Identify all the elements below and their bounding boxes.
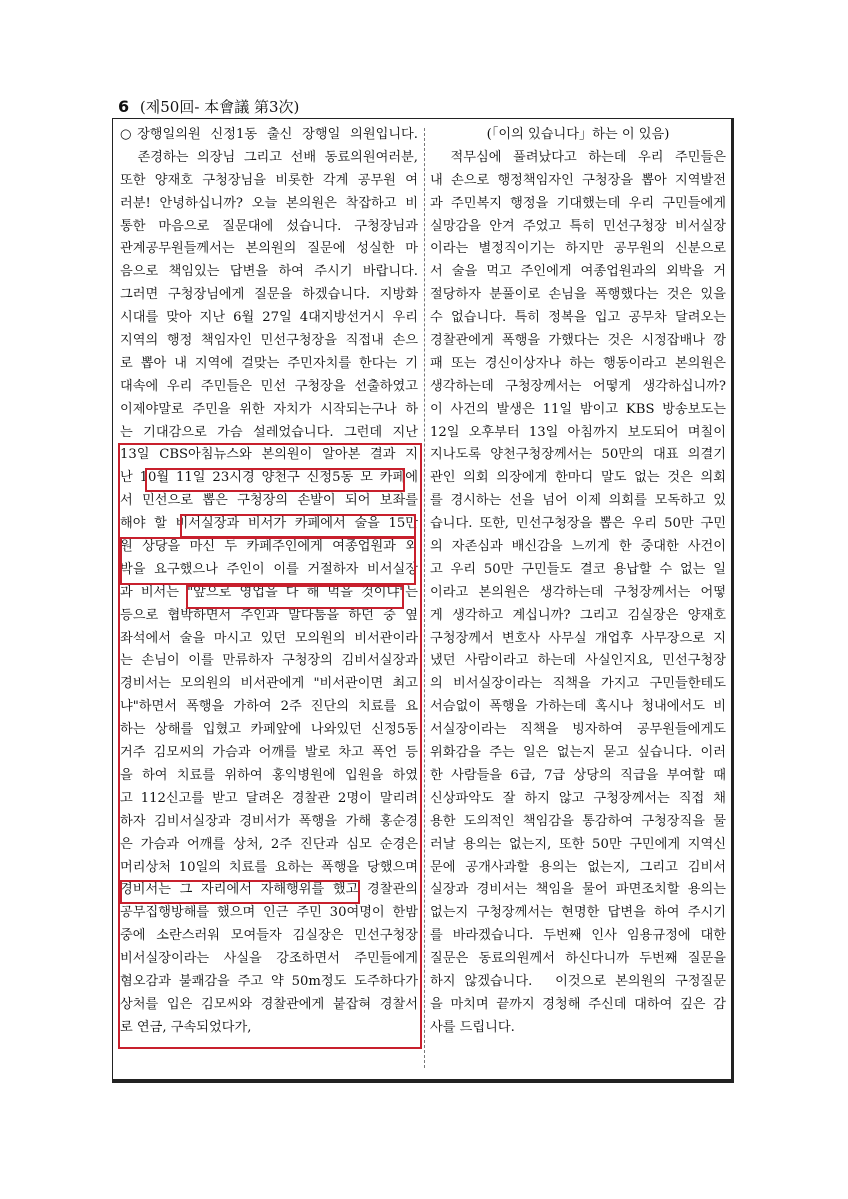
- text-line: 등으로 협박하면서 주인과 말다툼을 하던 중 옆: [120, 607, 418, 623]
- page-header: [118, 96, 299, 117]
- text-line: 의 비서실장이라는 직책을 가지고 구민들한테도: [430, 676, 726, 692]
- text-line: 원 상당을 마신 두 카페주인에게 여종업원과 외: [120, 539, 418, 555]
- text-line: 상처를 입은 김모씨와 경찰관에게 붙잡혀 경찰서: [120, 996, 418, 1012]
- text-line: 로 뽑아 내 지역에 걸맞는 주민자치를 한다는 기: [120, 355, 418, 371]
- text-line: 구청장께서 변호사 사무실 개업후 사무장으로 지: [430, 630, 726, 646]
- text-line: 는 손님이 이를 만류하자 구청장의 김비서실장과: [120, 653, 418, 669]
- text-line: 을 하여 치료를 위하여 홍익병원에 입원을 하였: [120, 767, 418, 783]
- text-line: 문에 공개사과할 용의는 없는지, 그리고 김비서: [430, 859, 726, 875]
- text-line: 시대를 맞아 지난 6월 27일 4대지방선거시 우리: [120, 310, 418, 326]
- text-line: 이라는 별정직이기는 하지만 공무원의 신분으로: [430, 241, 726, 257]
- text-line: 서 민선으로 뽑은 구청장의 손발이 되어 보좌를: [120, 493, 418, 509]
- text-line: 하지 않겠습니다. 이것으로 본의원의 구정질문: [430, 973, 726, 989]
- text-line: 13일 CBS아침뉴스와 본의원이 알아본 결과 지: [120, 447, 418, 463]
- text-line: 의 자존심과 배신감을 느끼게 한 중대한 사건이: [430, 539, 726, 555]
- text-line: 한 사람들을 6급, 7급 상당의 직급을 부여할 때: [430, 767, 726, 783]
- stage-direction: (「이의 있습니다」하는 이 있음): [486, 127, 670, 142]
- text-line: 서 술을 먹고 주인에게 여종업원과의 외박을 거: [430, 264, 726, 280]
- text-line: 냐"하면서 폭행을 가하여 2주 진단의 치료를 요: [120, 699, 418, 715]
- text-line: 러분! 안녕하십니까? 오늘 본의원은 착잡하고 비: [120, 195, 418, 211]
- text-line: 신상파악도 잘 하지 않고 구청장께서는 직접 채: [430, 790, 726, 806]
- text-line: 지나도록 양천구청장께서는 50만의 대표 의결기: [430, 447, 726, 463]
- page-number: 6: [118, 97, 130, 116]
- text-line: 위화감을 주는 일은 없는지 묻고 싶습니다. 이러: [430, 745, 726, 761]
- text-line: 러날 용의는 없는지, 또한 50만 구민에게 지역신: [430, 836, 726, 852]
- text-line: 내 손으로 행정책임자인 구청장을 뽑아 지역발전: [430, 172, 726, 188]
- text-line: 이제야말로 주민을 위한 자치가 시작되는구나 하: [120, 401, 418, 417]
- left-column: [120, 124, 418, 1040]
- text-line: 게 생각하고 계십니까? 그리고 김실장은 양재호: [430, 607, 726, 623]
- text-line: 머리상처 10일의 치료를 요하는 폭행을 당했으며: [120, 859, 418, 875]
- text-line: 관계공무원들께서는 본의원의 질문에 성실한 마: [120, 241, 418, 257]
- text-line: 경비서는 모의원의 비서관에게 "비서관이면 최고: [120, 676, 418, 692]
- text-line: 없는지 구청장께서는 현명한 답변을 하여 주시기: [430, 905, 726, 921]
- text-line: 경비서는 그 자리에서 자해행위를 했고 경찰관의: [120, 882, 418, 898]
- text-line: 고 112신고를 받고 달려온 경찰관 2명이 말리려: [120, 790, 418, 806]
- text-line: 사를 드립니다.: [430, 1019, 515, 1035]
- text-line: 고 우리 50만 구민들도 결코 용납할 수 없는 일: [430, 561, 726, 577]
- text-line: 질문은 동료의원께서 하신다니까 두번째 질문을: [430, 951, 726, 967]
- text-line: 박을 요구했으나 주인이 이를 거절하자 비서실장: [120, 561, 418, 577]
- text-line: 혐오감과 불쾌감을 주고 약 50m정도 도주하다가: [120, 973, 418, 989]
- text-line: 음으로 책임있는 답변을 하여 주시기 바랍니다.: [120, 264, 418, 280]
- text-line: 서슴없이 폭행을 가하는데 혹시나 청내에서도 비: [430, 699, 726, 715]
- text-line: 을 마치며 끝까지 경청해 주신데 대하여 깊은 감: [430, 996, 726, 1012]
- text-line: 서실장이라는 직책을 빙자하여 공무원들에게도: [430, 722, 726, 738]
- text-line: 습니다. 또한, 민선구청장을 뽑은 우리 50만 구민: [430, 516, 726, 532]
- text-line: 생각하는데 구청장께서는 어떻게 생각하십니까?: [430, 378, 726, 394]
- text-line: 이 사건의 발생은 11일 밤이고 KBS 방송보도는: [430, 401, 726, 417]
- text-line: 를 바라겠습니다. 두번째 인사 임용규정에 대한: [430, 928, 726, 944]
- text-line: 난 10월 11일 23시경 양천구 신정5동 모 카페에: [120, 470, 418, 486]
- text-line: 공무집행방해를 했으며 인근 주민 30여명이 한밤: [120, 905, 418, 921]
- text-line: 냈던 사람이라고 하는데 사실인지요, 민선구청장: [430, 653, 726, 669]
- text-line: 실망감을 안겨 주었고 특히 민선구청장 비서실장: [430, 218, 726, 234]
- text-line: 은 가슴과 어깨를 상처, 2주 진단과 심모 순경은: [120, 836, 418, 852]
- column-divider: [424, 128, 425, 1068]
- text-line: 통한 마음으로 질문대에 섰습니다. 구청장님과: [120, 218, 418, 234]
- text-line: 해야 할 비서실장과 비서가 카페에서 술을 15만: [120, 516, 418, 532]
- text-line: 거주 김모씨의 가슴과 어깨를 발로 차고 폭언 등: [120, 745, 418, 761]
- text-line: 경찰관에게 폭행을 가했다는 것은 시정잡배나 깡: [430, 333, 726, 349]
- text-line: 관인 의회 의장에게 한마디 말도 없는 것은 의회: [430, 470, 726, 486]
- text-line: ○장행일의원 신정1동 출신 장행일 의원입니다.: [120, 127, 418, 142]
- text-line: 를 경시하는 선을 넘어 이제 의회를 모독하고 있: [430, 493, 726, 509]
- right-column: [430, 124, 726, 1040]
- text-line: 좌석에서 술을 마시고 있던 모의원의 비서관이라: [120, 630, 418, 646]
- text-line: 이라고 본의원은 생각하는데 구청장께서는 어떻: [430, 584, 726, 600]
- text-line: 하는 상해를 입혔고 카페앞에 나와있던 신정5동: [120, 722, 418, 738]
- text-line: 용한 도의적인 책임감을 통감하여 구청장직을 물: [430, 813, 726, 829]
- text-line: 패 또는 경신이상자나 하는 행동이라고 본의원은: [430, 355, 726, 371]
- text-line: 그러면 구청장님에게 질문을 하겠습니다. 지방화: [120, 287, 418, 303]
- text-line: 과 주민복지 행정을 기대했는데 우리 구민들에게: [430, 195, 726, 211]
- text-line: 비서실장이라는 사실을 강조하면서 주민들에게: [120, 951, 418, 967]
- text-line: 적무심에 풀려났다고 하는데 우리 주민들은: [430, 149, 726, 165]
- text-line: 중에 소란스러워 모여들자 김실장은 민선구청장: [120, 928, 418, 944]
- text-line: 절당하자 분풀이로 손님을 폭행했다는 것은 있을: [430, 287, 726, 303]
- text-line: 지역의 행정 책임자인 민선구청장을 직접내 손으: [120, 333, 418, 349]
- session-label: (제50回- 本會議 第3次): [139, 98, 300, 116]
- text-line: 존경하는 의장님 그리고 선배 동료의원여러분,: [120, 149, 418, 165]
- text-line: 는 기대감으로 가슴 설레었습니다. 그런데 지난: [120, 424, 418, 440]
- text-line: 실장과 경비서는 책임을 물어 파면조치할 용의는: [430, 882, 726, 898]
- text-line: 12일 오후부터 13일 아침까지 보도되어 며칠이: [430, 424, 726, 440]
- text-line: 또한 양재호 구청장님을 비롯한 각계 공무원 여: [120, 172, 418, 188]
- text-line: 수 없습니다. 특히 정복을 입고 공무차 달려오는: [430, 310, 726, 326]
- text-line: 대속에 우리 주민들은 민선 구청장을 선출하였고: [120, 378, 418, 394]
- text-line: 로 연금, 구속되었다가,: [120, 1019, 252, 1035]
- text-line: 하자 김비서실장과 경비서가 폭행을 가해 홍순경: [120, 813, 418, 829]
- text-line: 과 비서는 "앞으로 영업을 다 해 먹을 것이냐"는: [120, 584, 418, 600]
